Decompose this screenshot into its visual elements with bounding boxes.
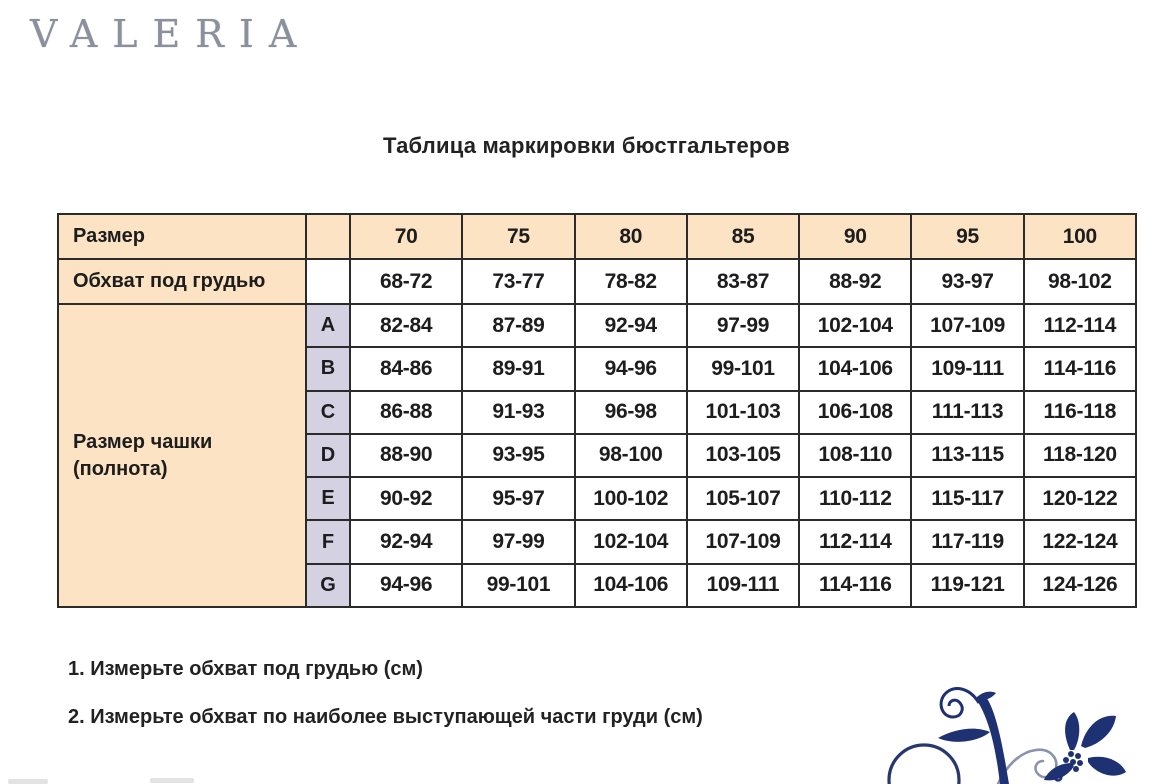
underbust-cell: 98-102 [1024, 259, 1136, 304]
cup-range-cell: 97-99 [687, 304, 799, 347]
cup-range-cell: 119-121 [911, 564, 1023, 607]
cup-range-cell: 109-111 [911, 347, 1023, 390]
cup-range-cell: 112-114 [799, 520, 911, 563]
cup-range-cell: 100-102 [575, 477, 687, 520]
size-col-header: 85 [687, 214, 799, 259]
cup-range-cell: 87-89 [462, 304, 574, 347]
size-col-header: 90 [799, 214, 911, 259]
cup-range-cell: 111-113 [911, 391, 1023, 434]
cup-letter-cell: G [306, 564, 350, 607]
cup-range-cell: 112-114 [1024, 304, 1136, 347]
cup-letter-cell: B [306, 347, 350, 390]
cup-range-cell: 99-101 [687, 347, 799, 390]
underbust-cell: 83-87 [687, 259, 799, 304]
cup-letter-cell: F [306, 520, 350, 563]
cup-range-cell: 114-116 [799, 564, 911, 607]
underbust-cell: 93-97 [911, 259, 1023, 304]
size-col-header: 70 [350, 214, 462, 259]
cup-range-cell: 84-86 [350, 347, 462, 390]
cup-range-cell: 122-124 [1024, 520, 1136, 563]
empty-cell [306, 259, 350, 304]
page-title: Таблица маркировки бюстгальтеров [383, 133, 790, 158]
cup-range-cell: 105-107 [687, 477, 799, 520]
cup-range-cell: 86-88 [350, 391, 462, 434]
underbust-cell: 78-82 [575, 259, 687, 304]
empty-cell [306, 214, 350, 259]
underbust-row-label: Обхват под грудью [58, 259, 306, 304]
size-col-header: 100 [1024, 214, 1136, 259]
cup-range-cell: 107-109 [687, 520, 799, 563]
cup-range-cell: 104-106 [799, 347, 911, 390]
cup-range-cell: 91-93 [462, 391, 574, 434]
table-row-underbust [58, 259, 1136, 304]
cup-range-cell: 82-84 [350, 304, 462, 347]
cup-range-cell: 99-101 [462, 564, 574, 607]
cup-range-cell: 90-92 [350, 477, 462, 520]
cup-range-cell: 116-118 [1024, 391, 1136, 434]
cup-range-cell: 108-110 [799, 434, 911, 477]
cup-range-cell: 118-120 [1024, 434, 1136, 477]
partial-text-fragment [150, 778, 194, 783]
cup-range-cell: 94-96 [350, 564, 462, 607]
cup-range-cell: 104-106 [575, 564, 687, 607]
table-row-cup-a [58, 304, 1136, 347]
cup-letter-cell: C [306, 391, 350, 434]
cup-range-cell: 114-116 [1024, 347, 1136, 390]
cup-letter-cell: D [306, 434, 350, 477]
cup-range-cell: 117-119 [911, 520, 1023, 563]
cup-range-cell: 92-94 [575, 304, 687, 347]
underbust-cell: 88-92 [799, 259, 911, 304]
cup-range-cell: 110-112 [799, 477, 911, 520]
cup-letter-cell: A [306, 304, 350, 347]
cup-range-cell: 101-103 [687, 391, 799, 434]
cup-range-cell: 93-95 [462, 434, 574, 477]
cup-size-label: Размер чашки (полнота) [58, 304, 306, 607]
cup-range-cell: 89-91 [462, 347, 574, 390]
cup-range-cell: 120-122 [1024, 477, 1136, 520]
cup-range-cell: 107-109 [911, 304, 1023, 347]
cup-range-cell: 94-96 [575, 347, 687, 390]
instruction-step-1: 1. Измерьте обхват под грудью (см) [68, 658, 423, 680]
size-col-header: 80 [575, 214, 687, 259]
cup-letter-cell: E [306, 477, 350, 520]
brand-logo: VALERIA [30, 12, 312, 56]
partial-text-fragment [8, 779, 48, 784]
bra-size-table [57, 213, 1137, 608]
cup-range-cell: 115-117 [911, 477, 1023, 520]
cup-range-cell: 124-126 [1024, 564, 1136, 607]
underbust-cell: 68-72 [350, 259, 462, 304]
floral-swirl-ornament-icon [878, 670, 1148, 784]
table-row-size [58, 214, 1136, 259]
cup-range-cell: 106-108 [799, 391, 911, 434]
cup-range-cell: 103-105 [687, 434, 799, 477]
size-col-header: 95 [911, 214, 1023, 259]
cup-range-cell: 102-104 [575, 520, 687, 563]
cup-range-cell: 97-99 [462, 520, 574, 563]
cup-range-cell: 95-97 [462, 477, 574, 520]
size-col-header: 75 [462, 214, 574, 259]
cup-range-cell: 92-94 [350, 520, 462, 563]
cup-range-cell: 113-115 [911, 434, 1023, 477]
cup-range-cell: 96-98 [575, 391, 687, 434]
underbust-cell: 73-77 [462, 259, 574, 304]
cup-range-cell: 109-111 [687, 564, 799, 607]
instruction-step-2: 2. Измерьте обхват по наиболее выступающей части груди (см) [68, 706, 703, 728]
cup-range-cell: 88-90 [350, 434, 462, 477]
cup-range-cell: 102-104 [799, 304, 911, 347]
cup-range-cell: 98-100 [575, 434, 687, 477]
size-row-label: Размер [58, 214, 306, 259]
